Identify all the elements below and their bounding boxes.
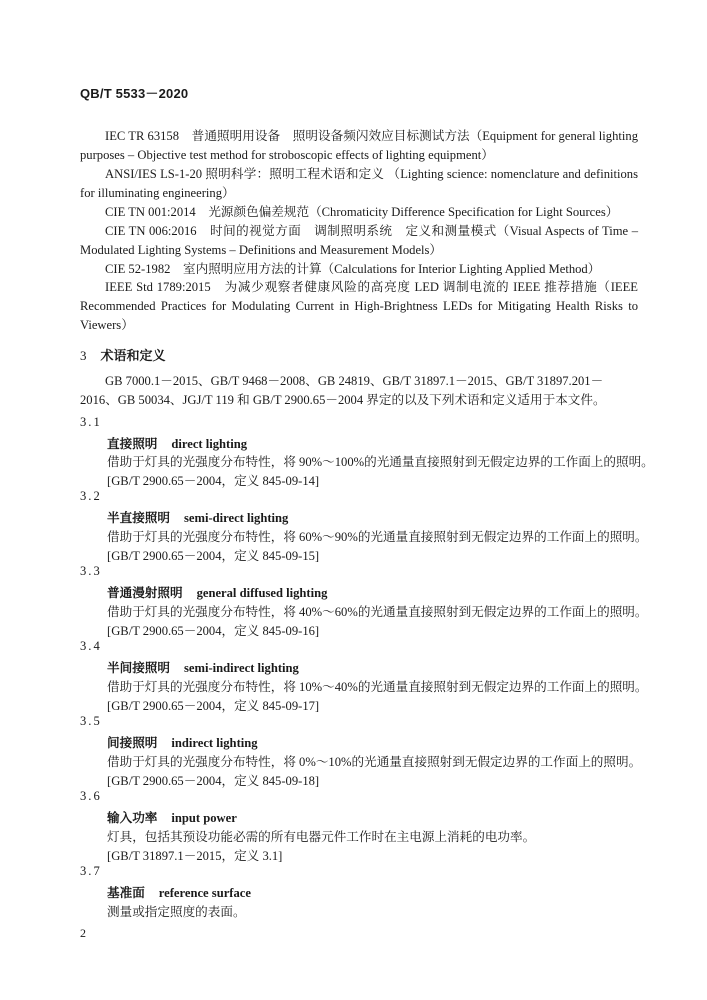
term-en: reference surface bbox=[158, 886, 251, 900]
reference-text: ANSI/IES LS-1-20 照明科学：照明工程术语和定义 （Lighting science: nomenclature and definitions for illuminating engineering） bbox=[80, 167, 638, 200]
term-number: 3.4 bbox=[80, 639, 102, 653]
section-intro: GB 7000.1－2015、GB/T 9468－2008、GB 24819、GB/T 31897.1－2015、GB/T 31897.201－2016、GB 50034、JGJ/T 119 和 GB/T 2900.65－2004 界定的以及下列术语和定义适用于本文件。 bbox=[80, 374, 606, 407]
term-definition: 借助于灯具的光强度分布特性，将 0%～10%的光通量直接照射到无假定边界的工作面上的照明。 bbox=[107, 755, 642, 769]
reference-text: IEC TR 63158 普通照明用设备 照明设备频闪效应目标测试方法（Equipment for general lighting purposes – Objective test method for stroboscopic effects of lighting equipment） bbox=[80, 129, 638, 162]
term-number: 3.7 bbox=[80, 864, 102, 878]
reference-text: CIE TN 001:2014 光源颜色偏差规范（Chromaticity Difference Specification for Light Sources） bbox=[105, 205, 619, 219]
reference-entry bbox=[80, 127, 638, 165]
term-zh: 直接照明 bbox=[107, 437, 158, 451]
term-source: [GB/T 2900.65－2004，定义 845-09-18] bbox=[107, 774, 320, 788]
term-number: 3.5 bbox=[80, 714, 102, 728]
reference-entry bbox=[80, 165, 638, 203]
reference-entry bbox=[80, 222, 638, 260]
term-definition: 借助于灯具的光强度分布特性，将 60%～90%的光通量直接照射到无假定边界的工作面上的照明。 bbox=[107, 530, 648, 544]
term-source: [GB/T 31897.1－2015，定义 3.1] bbox=[107, 849, 283, 863]
term-en: semi-direct lighting bbox=[183, 511, 289, 525]
term-zh: 半直接照明 bbox=[107, 511, 170, 525]
section-number: 3 bbox=[80, 348, 87, 363]
term-definition: 测量或指定照度的表面。 bbox=[107, 905, 246, 919]
term-heading bbox=[107, 732, 258, 751]
term-definition: 借助于灯具的光强度分布特性，将 40%～60%的光通量直接照射到无假定边界的工作面上的照明。 bbox=[107, 605, 648, 619]
standard-number-header: QB/T 5533－2020 bbox=[80, 86, 189, 101]
reference-text: CIE 52-1982 室内照明应用方法的计算（Calculations for Interior Lighting Applied Method） bbox=[105, 262, 601, 276]
term-zh: 半间接照明 bbox=[107, 661, 170, 675]
term-source: [GB/T 2900.65－2004，定义 845-09-15] bbox=[107, 549, 320, 563]
term-definition: 借助于灯具的光强度分布特性，将 90%～100%的光通量直接照射到无假定边界的工作面上的照明。 bbox=[107, 455, 654, 469]
term-zh: 间接照明 bbox=[107, 736, 158, 750]
term-zh: 普通漫射照明 bbox=[107, 586, 183, 600]
term-en: input power bbox=[171, 811, 237, 825]
term-heading bbox=[107, 657, 299, 676]
reference-entry bbox=[80, 203, 638, 222]
term-source: [GB/T 2900.65－2004，定义 845-09-16] bbox=[107, 624, 320, 638]
section-heading bbox=[80, 345, 166, 364]
term-number: 3.2 bbox=[80, 489, 102, 503]
term-heading bbox=[107, 807, 237, 826]
reference-text: CIE TN 006:2016 时间的视觉方面 调制照明系统 定义和测量模式（Visual Aspects of Time – Modulated Lighting Systems – Definitions and Measurement Models） bbox=[80, 224, 638, 257]
term-heading bbox=[107, 507, 288, 526]
term-zh: 输入功率 bbox=[107, 811, 158, 825]
page-number: 2 bbox=[80, 926, 86, 940]
term-zh: 基准面 bbox=[107, 886, 145, 900]
term-source: [GB/T 2900.65－2004，定义 845-09-17] bbox=[107, 699, 320, 713]
term-heading bbox=[107, 433, 247, 452]
reference-text: IEEE Std 1789:2015 为减少观察者健康风险的高亮度 LED 调制电流的 IEEE 推荐措施（IEEE Recommended Practices for Modulating Current in High-Brightness LEDs for Mitigating Health Risks to Viewers） bbox=[80, 280, 638, 332]
term-en: semi-indirect lighting bbox=[183, 661, 299, 675]
term-en: general diffused lighting bbox=[196, 586, 328, 600]
term-number: 3.1 bbox=[80, 415, 102, 429]
term-source: [GB/T 2900.65－2004，定义 845-09-14] bbox=[107, 474, 320, 488]
term-definition: 借助于灯具的光强度分布特性，将 10%～40%的光通量直接照射到无假定边界的工作面上的照明。 bbox=[107, 680, 648, 694]
reference-entry bbox=[80, 260, 638, 279]
term-number: 3.6 bbox=[80, 789, 102, 803]
reference-entry bbox=[80, 278, 638, 335]
term-en: indirect lighting bbox=[171, 736, 258, 750]
term-definition: 灯具，包括其预设功能必需的所有电器元件工作时在主电源上消耗的电功率。 bbox=[107, 830, 536, 844]
term-number: 3.3 bbox=[80, 564, 102, 578]
term-heading bbox=[107, 582, 327, 601]
section-title: 术语和定义 bbox=[100, 348, 166, 363]
term-en: direct lighting bbox=[171, 437, 248, 451]
term-heading bbox=[107, 882, 251, 901]
